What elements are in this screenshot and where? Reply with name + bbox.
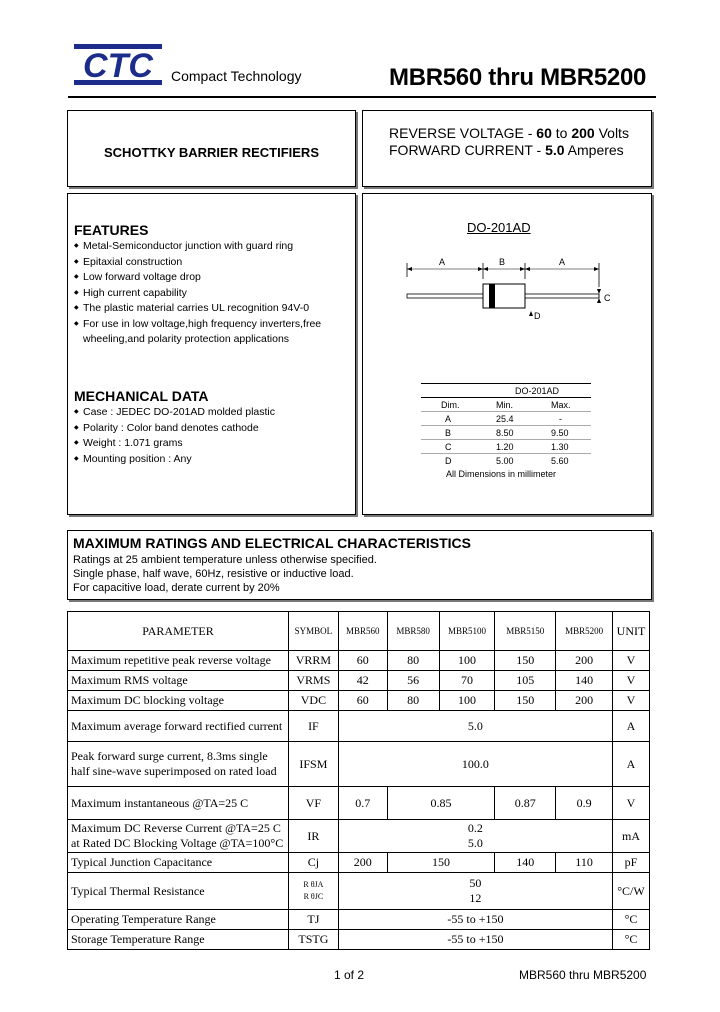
unit-cell: °C/W	[612, 873, 649, 910]
table-row	[68, 820, 650, 853]
dim-header: Max.	[551, 400, 571, 410]
column-header: MBR560	[338, 612, 387, 651]
table-row	[68, 671, 650, 691]
value-cell: 105	[495, 671, 556, 691]
table-row	[68, 853, 650, 873]
value-cell: 150	[495, 691, 556, 711]
list-item: ◆ Low forward voltage drop	[74, 270, 344, 286]
features-list	[74, 239, 344, 348]
ratings-table	[67, 611, 650, 950]
column-header: UNIT	[612, 612, 649, 651]
value-cell: 200	[338, 853, 387, 873]
package-box	[362, 193, 652, 515]
symbol-cell: TSTG	[288, 930, 338, 950]
symbol-cell: Cj	[288, 853, 338, 873]
column-header: SYMBOL	[288, 612, 338, 651]
dim-cell: 9.50	[551, 428, 569, 438]
symbol-cell: VDC	[288, 691, 338, 711]
dim-table-title: DO-201AD	[515, 386, 560, 396]
ratings-note-box	[67, 530, 652, 600]
company-name: Compact Technology	[171, 68, 302, 84]
value-cell: 150	[387, 853, 495, 873]
parameter-cell: Storage Temperature Range	[68, 930, 289, 950]
footer-part-range: MBR560 thru MBR5200	[519, 968, 647, 982]
table-row	[68, 711, 650, 742]
symbol-cell: TJ	[288, 910, 338, 930]
parameter-cell: Maximum DC blocking voltage	[68, 691, 289, 711]
symbol-cell: IR	[288, 820, 338, 853]
symbol-cell: VF	[288, 787, 338, 820]
parameter-cell: Operating Temperature Range	[68, 910, 289, 930]
parameter-cell: Maximum repetitive peak reverse voltage	[68, 651, 289, 671]
logo-text: CTC	[83, 47, 153, 85]
value-cell: 0.85	[387, 787, 495, 820]
parameter-cell: Maximum DC Reverse Current @TA=25 C at Rated DC Blocking Voltage @TA=100°C	[68, 820, 289, 853]
list-item: ◆ Metal-Semiconductor junction with guard ring	[74, 239, 344, 255]
value-cell: 50 12	[338, 873, 612, 910]
unit-cell: V	[612, 691, 649, 711]
unit-cell: mA	[612, 820, 649, 853]
value-cell: 80	[387, 651, 439, 671]
header-rule	[68, 96, 656, 98]
unit-cell: V	[612, 787, 649, 820]
dim-label-a: A	[559, 257, 566, 267]
ratings-heading: MAXIMUM RATINGS AND ELECTRICAL CHARACTERISTICS	[73, 535, 471, 551]
table-row	[68, 787, 650, 820]
unit-cell: A	[612, 711, 649, 742]
column-header: MBR5200	[556, 612, 613, 651]
symbol-cell: IF	[288, 711, 338, 742]
dim-note: All Dimensions in millimeter	[446, 469, 557, 479]
unit-cell: °C	[612, 910, 649, 930]
part-range-title: MBR560 thru MBR5200	[389, 64, 647, 91]
unit-cell: A	[612, 742, 649, 787]
dim-label-d: D	[534, 311, 541, 321]
product-type: SCHOTTKY BARRIER RECTIFIERS	[104, 145, 319, 160]
table-header-row	[68, 612, 650, 651]
dim-label-a: A	[439, 257, 446, 267]
package-outline-drawing	[363, 249, 651, 329]
parameter-cell: Peak forward surge current, 8.3ms single half sine-wave superimposed on rated load	[68, 742, 289, 787]
value-cell: 100	[439, 691, 495, 711]
ratings-summary	[389, 125, 629, 159]
features-box	[67, 193, 356, 515]
list-item: ◆ Mounting position : Any	[74, 452, 344, 468]
dim-label-b: B	[499, 257, 506, 267]
value-cell: 100	[439, 651, 495, 671]
parameter-cell: Maximum instantaneous @TA=25 C	[68, 787, 289, 820]
unit-cell: V	[612, 671, 649, 691]
dim-cell: A	[445, 414, 452, 424]
value-cell: 70	[439, 671, 495, 691]
dim-cell: 1.30	[551, 442, 569, 452]
dim-cell: B	[445, 428, 452, 438]
ratings-line: Single phase, half wave, 60Hz, resistive or inductive load.	[73, 568, 354, 580]
list-item: ◆ Polarity : Color band denotes cathode	[74, 421, 344, 437]
dim-cell: 5.60	[551, 456, 569, 466]
table-row	[68, 930, 650, 950]
dim-cell: C	[445, 442, 452, 452]
symbol-cell: VRRM	[288, 651, 338, 671]
list-item: ◆ High current capability	[74, 286, 344, 302]
ctc-logo	[72, 44, 164, 88]
parameter-cell: Typical Junction Capacitance	[68, 853, 289, 873]
reverse-voltage-line: REVERSE VOLTAGE - 60 to 200 Volts	[389, 125, 629, 141]
dim-cell: D	[445, 456, 452, 466]
dim-cell: 1.20	[496, 442, 514, 452]
table-row	[68, 873, 650, 910]
table-row	[68, 651, 650, 671]
parameter-cell: Maximum RMS voltage	[68, 671, 289, 691]
package-title: DO-201AD	[467, 220, 531, 235]
dim-header: Min.	[496, 400, 514, 410]
value-cell: 56	[387, 671, 439, 691]
ratings-line: Ratings at 25 ambient temperature unless otherwise specified.	[73, 554, 377, 566]
value-cell: 110	[556, 853, 613, 873]
features-heading: FEATURES	[74, 222, 149, 238]
value-cell: 140	[556, 671, 613, 691]
unit-cell: pF	[612, 853, 649, 873]
unit-cell: V	[612, 651, 649, 671]
column-header: MBR5150	[495, 612, 556, 651]
value-cell: 80	[387, 691, 439, 711]
value-cell: 150	[495, 651, 556, 671]
value-cell: 0.7	[338, 787, 387, 820]
value-cell: -55 to +150	[338, 910, 612, 930]
value-cell: 140	[495, 853, 556, 873]
dim-cell: 8.50	[496, 428, 514, 438]
dim-label-c: C	[604, 293, 611, 303]
list-item: ◆ Epitaxial construction	[74, 255, 344, 271]
mechanical-heading: MECHANICAL DATA	[74, 388, 209, 404]
dim-header: Dim.	[441, 400, 460, 410]
value-cell: 200	[556, 691, 613, 711]
list-item: ◆ The plastic material carries UL recognition 94V-0	[74, 301, 344, 317]
page-number: 1 of 2	[334, 968, 365, 982]
table-row	[68, 742, 650, 787]
table-row	[68, 910, 650, 930]
dim-cell: 25.4	[496, 414, 514, 424]
list-item: ◆ Weight : 1.071 grams	[74, 436, 344, 452]
symbol-cell: VRMS	[288, 671, 338, 691]
ratings-line: For capacitive load, derate current by 20%	[73, 582, 280, 594]
value-cell: -55 to +150	[338, 930, 612, 950]
unit-cell: °C	[612, 930, 649, 950]
dim-cell: -	[559, 414, 562, 424]
value-cell: 0.9	[556, 787, 613, 820]
mechanical-list	[74, 405, 344, 467]
list-item: ◆ For use in low voltage,high frequency inverters,free wheeling,and polarity protection applications	[74, 317, 344, 348]
column-header: MBR5100	[439, 612, 495, 651]
forward-current-line: FORWARD CURRENT - 5.0 Amperes	[389, 142, 624, 158]
value-cell: 200	[556, 651, 613, 671]
symbol-cell: R θJA R θJC	[288, 873, 338, 910]
table-row	[68, 691, 650, 711]
parameter-cell: Typical Thermal Resistance	[68, 873, 289, 910]
cathode-band	[489, 284, 495, 308]
value-cell: 100.0	[338, 742, 612, 787]
value-cell: 0.2 5.0	[338, 820, 612, 853]
list-item: ◆ Case : JEDEC DO-201AD molded plastic	[74, 405, 344, 421]
parameter-cell: Maximum average forward rectified current	[68, 711, 289, 742]
column-header: MBR580	[387, 612, 439, 651]
value-cell: 60	[338, 691, 387, 711]
value-cell: 5.0	[338, 711, 612, 742]
dim-cell: 5.00	[496, 456, 514, 466]
value-cell: 42	[338, 671, 387, 691]
value-cell: 60	[338, 651, 387, 671]
ratings-summary-box	[362, 110, 652, 187]
value-cell: 0.87	[495, 787, 556, 820]
product-type-box	[67, 110, 356, 187]
symbol-cell: IFSM	[288, 742, 338, 787]
column-header: PARAMETER	[68, 612, 289, 651]
